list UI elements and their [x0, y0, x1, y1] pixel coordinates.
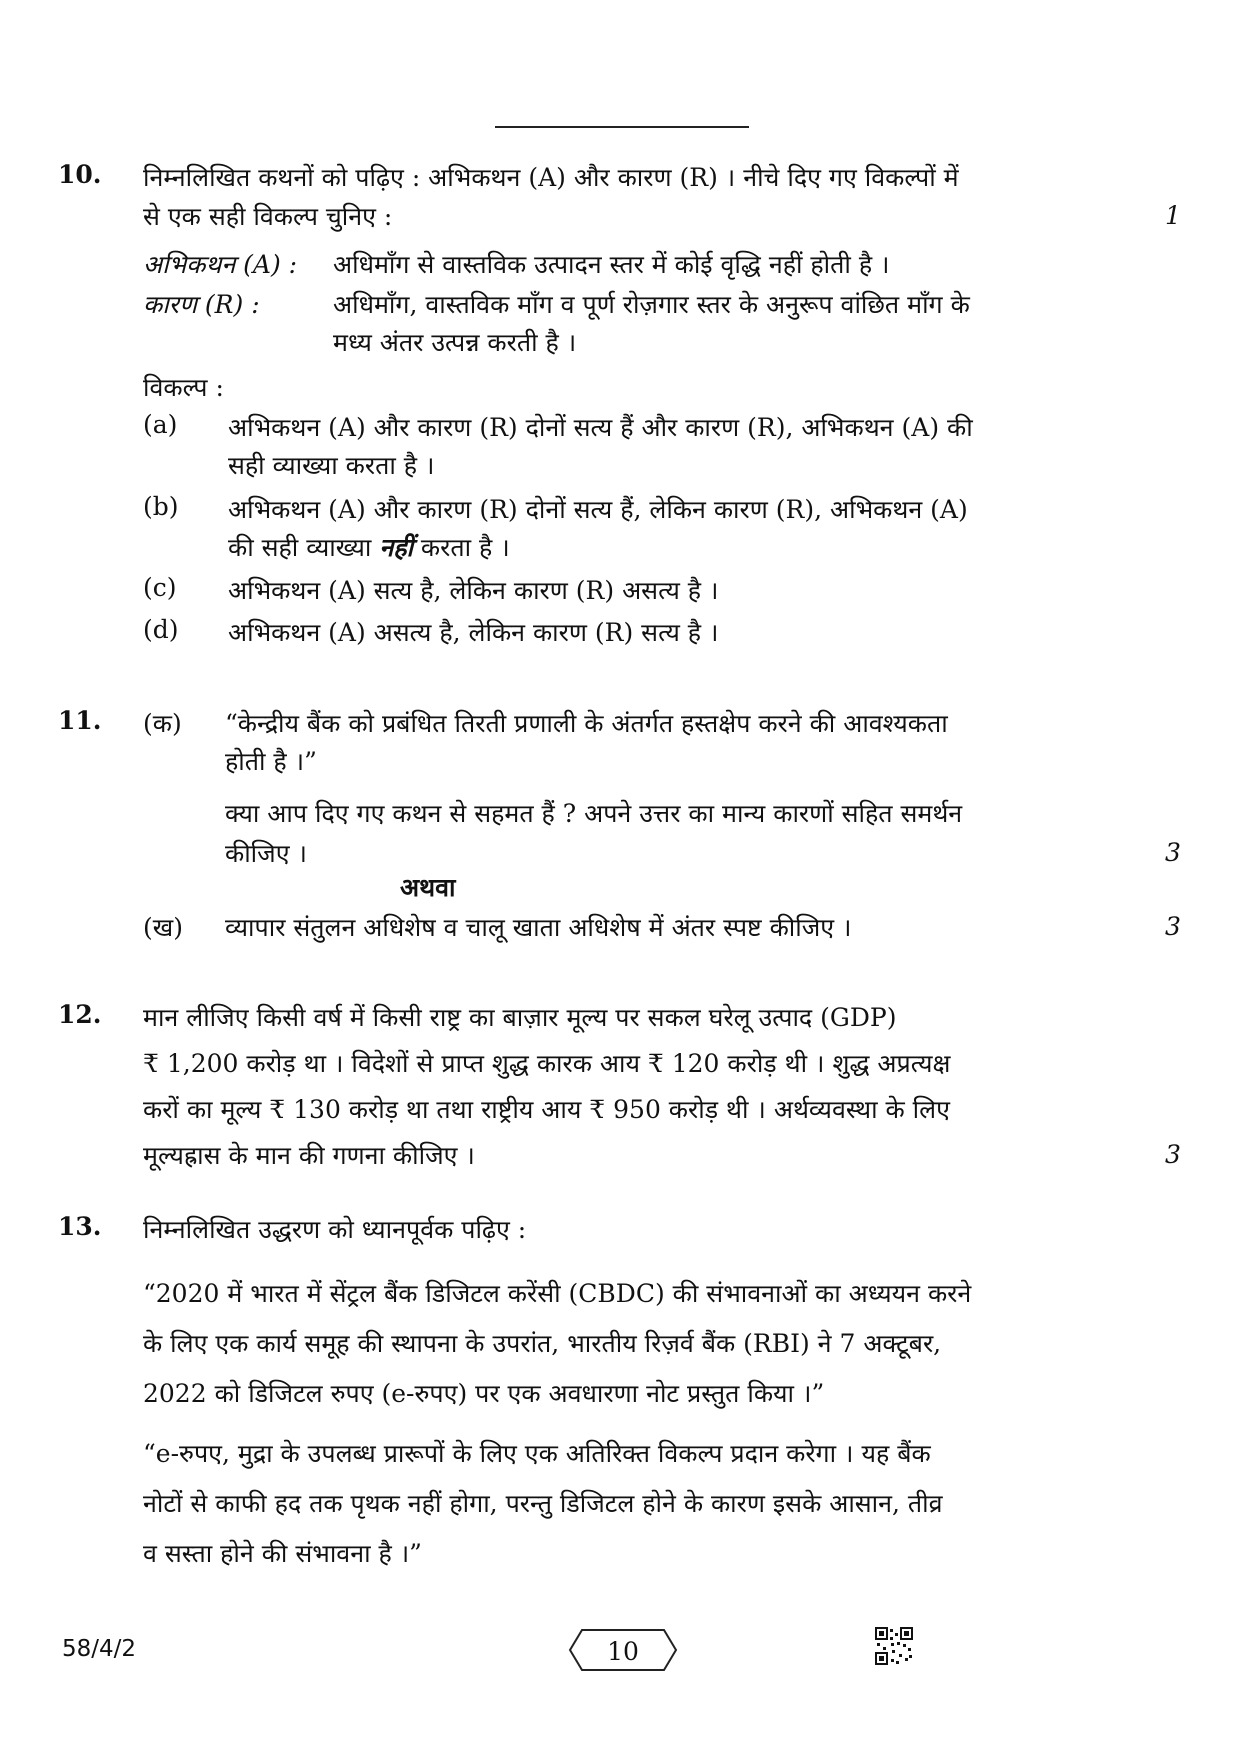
- marks: 1: [1165, 201, 1181, 230]
- qr-code-icon: [875, 1627, 913, 1665]
- paper-code: 58/4/2: [62, 1636, 137, 1662]
- top-rule: [495, 126, 749, 128]
- question-text: मूल्यह्रास के मान की गणना कीजिए ।: [143, 1141, 475, 1170]
- option-label: (a): [143, 410, 178, 439]
- question-number: 13.: [58, 1212, 102, 1241]
- page-number: 10: [607, 1637, 639, 1666]
- question-number: 11.: [58, 706, 102, 735]
- part-text: कीजिए ।: [225, 839, 307, 868]
- assertion-label: अभिकथन (A) :: [143, 250, 298, 279]
- part-text: होती है ।”: [225, 747, 317, 776]
- page-number-badge: [568, 1628, 678, 1678]
- reason-text: अधिमाँग, वास्तविक माँग व पूर्ण रोज़गार स्तर के अनुरूप वांछित माँग के: [333, 290, 970, 319]
- marks: 3: [1165, 912, 1181, 941]
- part-text: “केन्द्रीय बैंक को प्रबंधित तिरती प्रणाली के अंतर्गत हस्तक्षेप करने की आवश्यकता: [225, 709, 948, 738]
- option-label: (d): [143, 615, 179, 644]
- option-text: अभिकथन (A) और कारण (R) दोनों सत्य हैं, लेकिन कारण (R), अभिकथन (A): [228, 495, 968, 524]
- quote-text: “2020 में भारत में सेंट्रल बैंक डिजिटल करेंसी (CBDC) की संभावनाओं का अध्ययन करने: [143, 1279, 972, 1308]
- question-number: 10.: [58, 160, 102, 189]
- option-text: सही व्याख्या करता है ।: [228, 451, 435, 480]
- question-number: 12.: [58, 1000, 102, 1029]
- option-label: (b): [143, 492, 179, 521]
- option-text: [228, 530, 510, 564]
- option-text: अभिकथन (A) असत्य है, लेकिन कारण (R) सत्य है ।: [228, 618, 719, 647]
- option-text-part: करता है ।: [420, 533, 510, 562]
- reason-label: कारण (R) :: [143, 290, 260, 319]
- part-text: व्यापार संतुलन अधिशेष व चालू खाता अधिशेष में अंतर स्पष्ट कीजिए ।: [225, 913, 852, 942]
- question-text: मान लीजिए किसी वर्ष में किसी राष्ट्र का बाज़ार मूल्य पर सकल घरेलू उत्पाद (GDP): [143, 1003, 897, 1032]
- assertion-text: अधिमाँग से वास्तविक उत्पादन स्तर में कोई वृद्धि नहीं होती है ।: [333, 250, 890, 279]
- quote-text: व सस्ता होने की संभावना है ।”: [143, 1539, 422, 1568]
- question-text: निम्नलिखित उद्धरण को ध्यानपूर्वक पढ़िए :: [143, 1215, 527, 1244]
- part-text: क्या आप दिए गए कथन से सहमत हैं ? अपने उत्तर का मान्य कारणों सहित समर्थन: [225, 799, 963, 828]
- marks: 3: [1165, 838, 1181, 867]
- question-text: ₹ 1,200 करोड़ था । विदेशों से प्राप्त शुद्ध कारक आय ₹ 120 करोड़ थी । शुद्ध अप्रत्यक्ष: [143, 1049, 951, 1078]
- question-text: करों का मूल्य ₹ 130 करोड़ था तथा राष्ट्रीय आय ₹ 950 करोड़ थी । अर्थव्यवस्था के लिए: [143, 1095, 950, 1124]
- part-label: (ख): [143, 913, 183, 942]
- quote-text: के लिए एक कार्य समूह की स्थापना के उपरांत, भारतीय रिज़र्व बैंक (RBI) ने 7 अक्टूबर,: [143, 1329, 942, 1358]
- option-label: (c): [143, 573, 177, 602]
- or-separator: अथवा: [400, 873, 456, 902]
- options-heading: विकल्प :: [143, 373, 224, 402]
- reason-text: मध्य अंतर उत्पन्न करती है ।: [333, 328, 577, 357]
- question-text: से एक सही विकल्प चुनिए :: [143, 202, 393, 231]
- question-text: निम्नलिखित कथनों को पढ़िए : अभिकथन (A) और कारण (R) । नीचे दिए गए विकल्पों में: [143, 163, 959, 192]
- marks: 3: [1165, 1140, 1181, 1169]
- quote-text: “e-रुपए, मुद्रा के उपलब्ध प्रारूपों के लिए एक अतिरिक्त विकल्प प्रदान करेगा । यह बैंक: [143, 1439, 931, 1468]
- quote-text: नोटों से काफी हद तक पृथक नहीं होगा, परन्तु डिजिटल होने के कारण इसके आसान, तीव्र: [143, 1489, 943, 1518]
- option-text: अभिकथन (A) और कारण (R) दोनों सत्य हैं और कारण (R), अभिकथन (A) की: [228, 413, 973, 442]
- part-label: (क): [143, 709, 182, 738]
- quote-text: 2022 को डिजिटल रुपए (e-रुपए) पर एक अवधारणा नोट प्रस्तुत किया ।”: [143, 1379, 825, 1408]
- emphasis-text: नहीं: [379, 533, 413, 562]
- option-text: अभिकथन (A) सत्य है, लेकिन कारण (R) असत्य है ।: [228, 576, 719, 605]
- option-text-part: की सही व्याख्या: [228, 533, 372, 562]
